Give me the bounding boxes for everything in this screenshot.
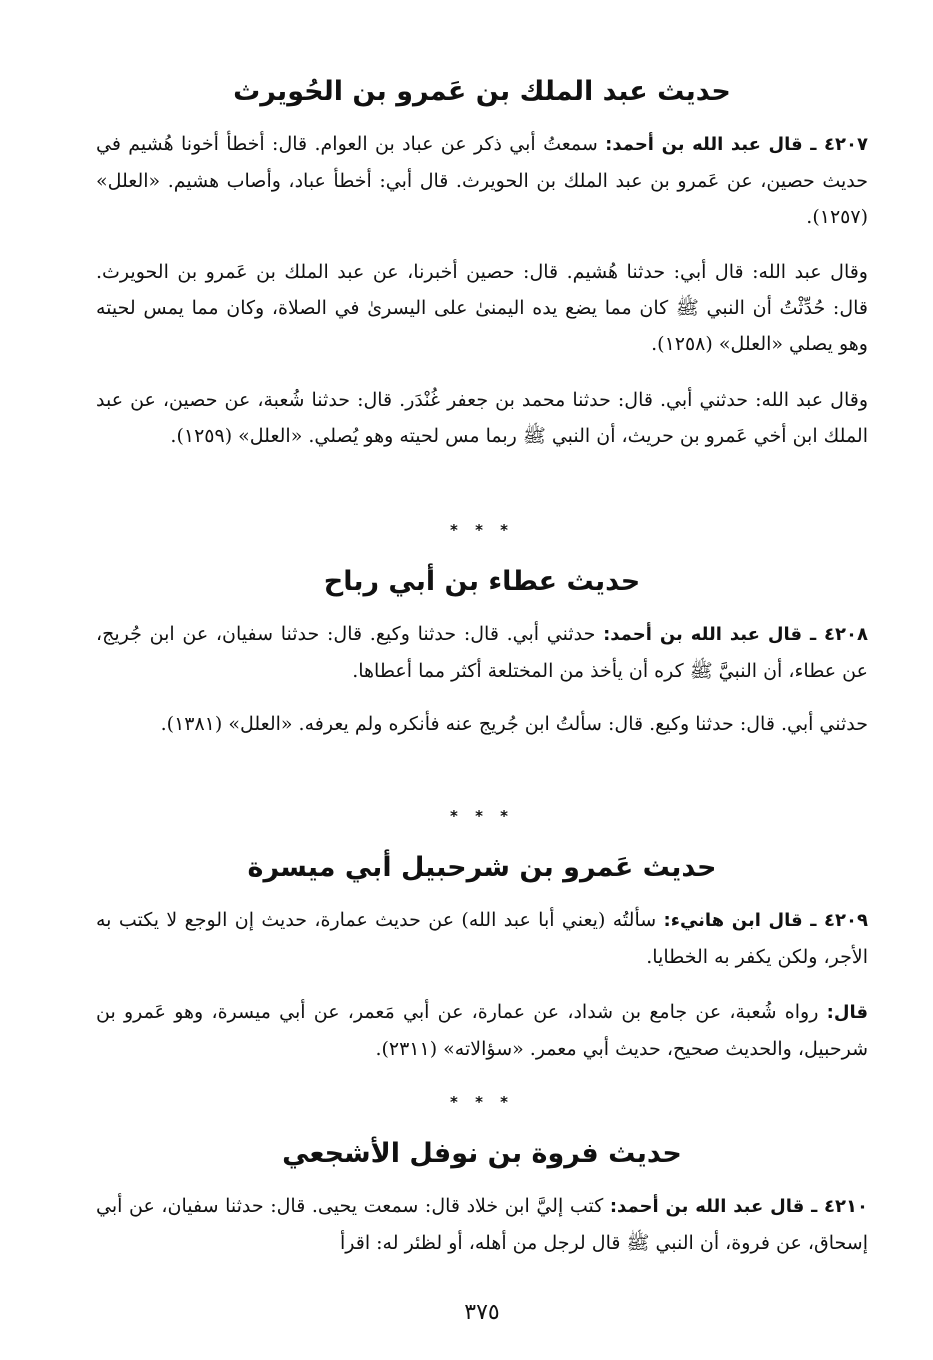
hadith-paragraph — [96, 1188, 868, 1261]
hadith-paragraph — [96, 706, 868, 742]
hadith-number-lead: ٤٢٠٧ ـ قال عبد الله بن أحمد: — [605, 134, 868, 155]
hadith-paragraph — [96, 902, 868, 975]
hadith-number-lead: ٤٢٠٩ ـ قال ابن هانيء: — [663, 910, 868, 931]
section-title: حديث عطاء بن أبي رباح — [323, 566, 641, 597]
paragraph-text: رواه شُعبة، عن جامع بن شداد، عن عمارة، عن أبي مَعمر، عن أبي ميسرة، وهو عَمرو بن شرحبيل، والحديث صحيح، حديث أبي معمر. «سؤالاته» (٢٣١١). — [96, 1001, 868, 1060]
hadith-paragraph — [96, 616, 868, 689]
section-title: حديث فروة بن نوفل الأشجعي — [282, 1138, 682, 1169]
paragraph-lead: قال: — [826, 1002, 868, 1023]
hadith-number-lead: ٤٢٠٨ ـ قال عبد الله بن أحمد: — [603, 624, 868, 645]
hadith-paragraph — [96, 126, 868, 235]
page-number: ٣٧٥ — [464, 1300, 500, 1325]
hadith-paragraph — [96, 382, 868, 454]
paragraph-text: سألتُه (يعني أبا عبد الله) عن حديث عمارة، حديث إن الوجع لا يكتب به الأجر، ولكن يكفر به الخطايا. — [96, 909, 868, 968]
hadith-paragraph — [96, 254, 868, 362]
section-title: حديث عبد الملك بن عَمرو بن الحُويرث — [233, 76, 731, 107]
hadith-number-lead: ٤٢١٠ ـ قال عبد الله بن أحمد: — [609, 1196, 868, 1217]
section-title: حديث عَمرو بن شرحبيل أبي ميسرة — [247, 852, 717, 883]
paragraph-text: حدثني أبي. قال: حدثنا وكيع. قال: سألتُ ابن جُريج عنه فأنكره ولم يعرفه. «العلل» (١٣٨١). — [160, 713, 868, 735]
paragraph-text: وقال عبد الله: قال أبي: حدثنا هُشيم. قال: حصين أخبرنا، عن عبد الملك بن عَمرو بن الحويرث. قال: حُدِّثْتُ أن النبي ﷺ كان مما يضع يده اليمنىٰ على اليسرىٰ في الصلاة، وكان مما يمس لحيته وهو يصلي «العلل» (١٢٥٨). — [96, 261, 868, 355]
paragraph-text: حدثني أبي. قال: حدثنا وكيع. قال: حدثنا سفيان، عن ابن جُريج، عن عطاء، أن النبيَّ ﷺ كره أن يأخذ من المختلعة أكثر مما أعطاها. — [96, 623, 868, 682]
section-separator: * * * — [450, 521, 514, 539]
hadith-paragraph — [96, 994, 868, 1067]
section-separator: * * * — [450, 1093, 514, 1111]
section-separator: * * * — [450, 807, 514, 825]
paragraph-text: سمعتُ أبي ذكر عن عباد بن العوام. قال: أخطأ أخونا هُشيم في حديث حصين، عن عَمرو بن عبد الملك بن الحويرث. قال أبي: أخطأ عباد، وأصاب هشيم. «العلل» (١٢٥٧). — [96, 133, 868, 228]
paragraph-text: وقال عبد الله: حدثني أبي. قال: حدثنا محمد بن جعفر غُنْدَر. قال: حدثنا شُعبة، عن حصين، عن عبد الملك ابن أخي عَمرو بن حريث، أن النبي ﷺ ربما مس لحيته وهو يُصلي. «العلل» (١٢٥٩). — [96, 389, 868, 447]
paragraph-text: كتب إليَّ ابن خلاد قال: سمعت يحيى. قال: حدثنا سفيان، عن أبي إسحاق، عن فروة، أن النبي ﷺ قال لرجل من أهله، أو لظئر له: اقرأ — [96, 1195, 868, 1254]
